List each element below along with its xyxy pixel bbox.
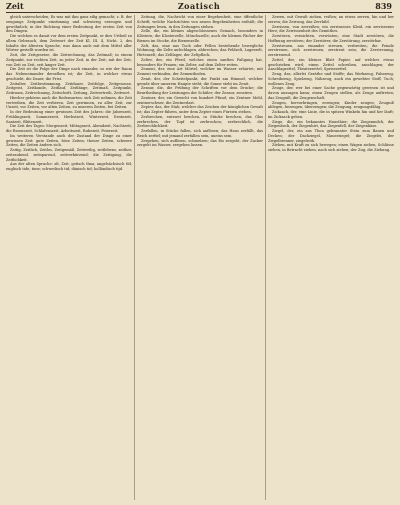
entry-paragraph: Hierher gehören auch die Redensarten: sich Zeit nehmen, die Zeit vertreiben, die Zeit verlieren, Zeit gewinnen, zu aller Zeit, zur Unzeit, vor Zeiten, vor alten Zeiten, zu unseren Zeiten, bei Zeiten. (6, 95, 132, 110)
entry-paragraph: Zensur, die, die Prüfung der Schriften vor dem Drucke; die Beurtheilung der Leistungen der Schüler; der Zensor, zensiren. (137, 86, 263, 95)
text-column-1 (6, 15, 132, 500)
column-divider (265, 15, 266, 500)
entry-paragraph: Zerrissen, von zerreißen; ein zerrissenes Kleid, ein zerrissenes Herz; die Zerrissenheit des Gemüthes. (268, 24, 394, 34)
entry-paragraph: Im weiteren Verstande auch der Zustand der Dinge zu einer gewissen Zeit: gute Zeiten, böse Zeiten, theure Zeiten, schwere Zeiten, die Zeiten ändern sich. (6, 133, 132, 148)
entry-paragraph: Zettel, der, ein kleines Blatt Papier, auf welches etwas geschrieben wird; einen Zettel schreiben, anschlagen; der Anschlagzettel, Theaterzettel, Speisezettel. (268, 57, 394, 72)
entry-paragraph: Zelle, die, ein kleines abgeschlossenes Gemach, besonders in Klöstern; die Klosterzelle, Mönchszelle; auch die kleinen Fächer der Bienen im Stocke, die Bienenzelle. (137, 29, 263, 43)
entry-paragraph: Zerstören, vernichten, verwüsten; eine Stadt zerstören, die Hoffnung zerstören; der Zerstörer, die Zerstörung, zerstörbar. (268, 34, 394, 43)
entry-paragraph: Zement, der, eine Art Mörtel, welcher im Wasser erhärtet; mit Zement verbinden, der Zementboden. (137, 67, 263, 76)
entry-paragraph: Zeug, das, allerlei Geräthe und Stoffe; das Werkzeug, Fahrzeug, Schreibzeug, Spielzeug, Nähzeug; auch ein gewebter Stoff, Tuch; wollenes Zeug. (268, 72, 394, 86)
entry-paragraph: Zerfallen, in Stücke fallen, sich auflösen; das Haus zerfällt, das Reich zerfiel; mit jemand zerfallen sein, uneins sein. (137, 129, 263, 138)
entry-paragraph: Zickzack, der, eine Linie, die in spitzen Winkeln hin und her läuft; im Zickzack gehen. (268, 110, 394, 119)
header-rule (6, 12, 392, 13)
entry-paragraph: Ziegel, der, ein aus Thon gebrannter Stein zum Bauen und Decken; der Dachziegel, Mauerziegel; die Ziegelei, der Ziegelbrenner, ziegelroth. (268, 129, 394, 143)
entry-paragraph: Zerbrechen, entzwei brechen, in Stücke brechen; das Glas zerbrechen, der Topf ist zerbrochen; zerbrechlich, die Zerbrechlichkeit. (137, 114, 263, 129)
entry-paragraph: Zeitalter, Zeitbestimmung, Zeitdauer, Zeitfolge, Zeitgenosse, Zeitgeist, Zeitkunde, Zeitlauf, Zeitlänge, Zeitmaß, Zeitpunkt, Zeitraum, Zeitrechnung, Zeitschrift, Zeitung, Zeitvertreib, Zeitwort. (6, 81, 132, 95)
page-number: 839 (375, 1, 392, 11)
header-center-word: Zoatisch (177, 1, 221, 11)
header-left-word: Zeit (6, 1, 24, 11)
entry-paragraph: Aus der alten Sprache: zît, Zeit; gotisch tîma; angelsächsisch tîd; englisch tide, time; schwedisch tid; dänisch tid; holländisch tijd. (6, 162, 132, 171)
entry-paragraph: Die Zeit des Tages: Morgenzeit, Mittagszeit, Abendzeit, Nachtzeit; die Essenszeit, Schlafenszeit, Arbeitszeit, Ruhezeit, Feierzeit. (6, 124, 132, 133)
entry-paragraph: Zergehen, sich auflösen, schmelzen; das Eis zergeht, der Zucker zergeht im Wasser, zergehen lassen. (137, 138, 263, 148)
entry-paragraph: Zerren, mit Gewalt ziehen, reißen; an etwas zerren, hin und her zerren; die Zerrung, das Zerrbild. (268, 15, 394, 24)
text-column-2 (137, 15, 263, 500)
entry-paragraph: Zerstreuen, aus einander streuen, verbreiten; die Feinde zerstreuen, sich zerstreuen, zerstreut sein; die Zerstreuung, zerstreuend. (268, 43, 394, 57)
text-column-3 (268, 15, 394, 500)
running-header (6, 1, 392, 12)
entry-paragraph: Ziehen, mit Kraft zu sich bewegen; einen Wagen ziehen, Schlüsse ziehen, in Betracht ziehen, nach sich ziehen; der Zug, die Ziehung. (268, 143, 394, 152)
entry-paragraph: gleich unterscheiden; Es was mit ihm ganz eilig gemacht, z. B. der zeugungs Zeitpunkt einstimmig und schwierig erzeugen und gewöhnlich; in der Richtung einer Bedeutung der ersten Zeit von den Dingen. (6, 15, 132, 34)
entry-paragraph: Zeitig, Zeitlich, Zeitlos, Zeitgemäß, Zeitweilig, zeitlebens, zeither, zeitraubend, zeitsparend, zeitverkürzend; die Zeitigung, die Zeitlichkeit. (6, 148, 132, 162)
entry-paragraph: Die Zeit ist die Folge der Dinge nach einander, so wie der Raum das Nebeneinander derselben ist; die Zeit, in welcher etwas geschieht, die Dauer, die Frist. (6, 67, 132, 81)
entry-paragraph: Zepter, das, der Stab, welcher das Zeichen der königlichen Gewalt ist; das Zepter führen, unter dem Zepter eines Fürsten stehen. (137, 105, 263, 114)
entry-paragraph: In der Bedeutung einer gewissen Zeit des Jahres: die Jahreszeit, Frühlingszeit, Sommerzeit, Herbstzeit, Winterzeit, Erntezeit, Saatzeit, Blütenzeit. (6, 110, 132, 124)
entry-paragraph: Zeuge, der, wer bei einer Sache gegenwärtig gewesen ist und davon aussagen kann; einen Zeugen stellen, als Zeuge auftreten; das Zeugniß, die Zeugenschaft. (268, 86, 394, 100)
column-divider (134, 15, 135, 500)
entry-paragraph: Zeugen, hervorbringen, erzeugen; Kinder zeugen; Zeugniß ablegen, bezeugen, überzeugen; die Zeugung, zeugungsfähig. (268, 100, 394, 110)
entry-paragraph: Zeit, die Zeitgesetze, die Zeitrechnung, das Zeitmaß; in einem Zeitpunkt, zur rechten Zeit, zu jeder Zeit, in der Zeit; mit der Zeit, von Zeit zu Zeit, seit langer Zeit. (6, 53, 132, 67)
entry-paragraph: Zentner, der, ein Gewicht von hundert Pfund; ein Zentner Mehl, zentnerschwer, die Zentnerlast. (137, 95, 263, 105)
entry-paragraph: Zelt, das, eine aus Tuch oder Fellen bestehende bewegliche Wohnung; die Zelte aufschlagen, abbrechen; das Feldzelt, Lagerzelt, Hirtenzelt; das Zeltlager, der Zeltpflock. (137, 43, 263, 57)
entry-paragraph: Zeitung, die, Nachricht von einer Begebenheit, eine öffentliche Schrift, welche Nachrichten von neuen Begebenheiten enthält; die Zeitungen lesen, in den Zeitungen stehen. (137, 15, 263, 29)
entry-paragraph: Zenit, der, der Scheitelpunkt, der Punkt am Himmel, welcher gerade über unserem Haupte steht; die Sonne steht im Zenit. (137, 76, 263, 86)
entry-paragraph: Zelter, der, ein Pferd, welches einen sanften Paßgang hat, besonders für Frauen; ein Zelter, auf dem Zelter reiten. (137, 57, 263, 67)
entry-paragraph: Ziege, die, ein bekanntes Hausthier; die Ziegenmilch, der Ziegenbock, der Ziegenhirt, das Ziegenfell, der Ziegenkäse. (268, 119, 394, 129)
entry-paragraph: Die welchen es damit vor dem ersten Zeitpunkt, er dies Urtheil zu allem Gebrauch, dem Zeitwort der Zeit Kl. III. 4, Nicht. 2, des Inhalts der ältesten Sprache, was dann auch mit dem Mittel aller Wörter gestellt worden ist. (6, 34, 132, 53)
